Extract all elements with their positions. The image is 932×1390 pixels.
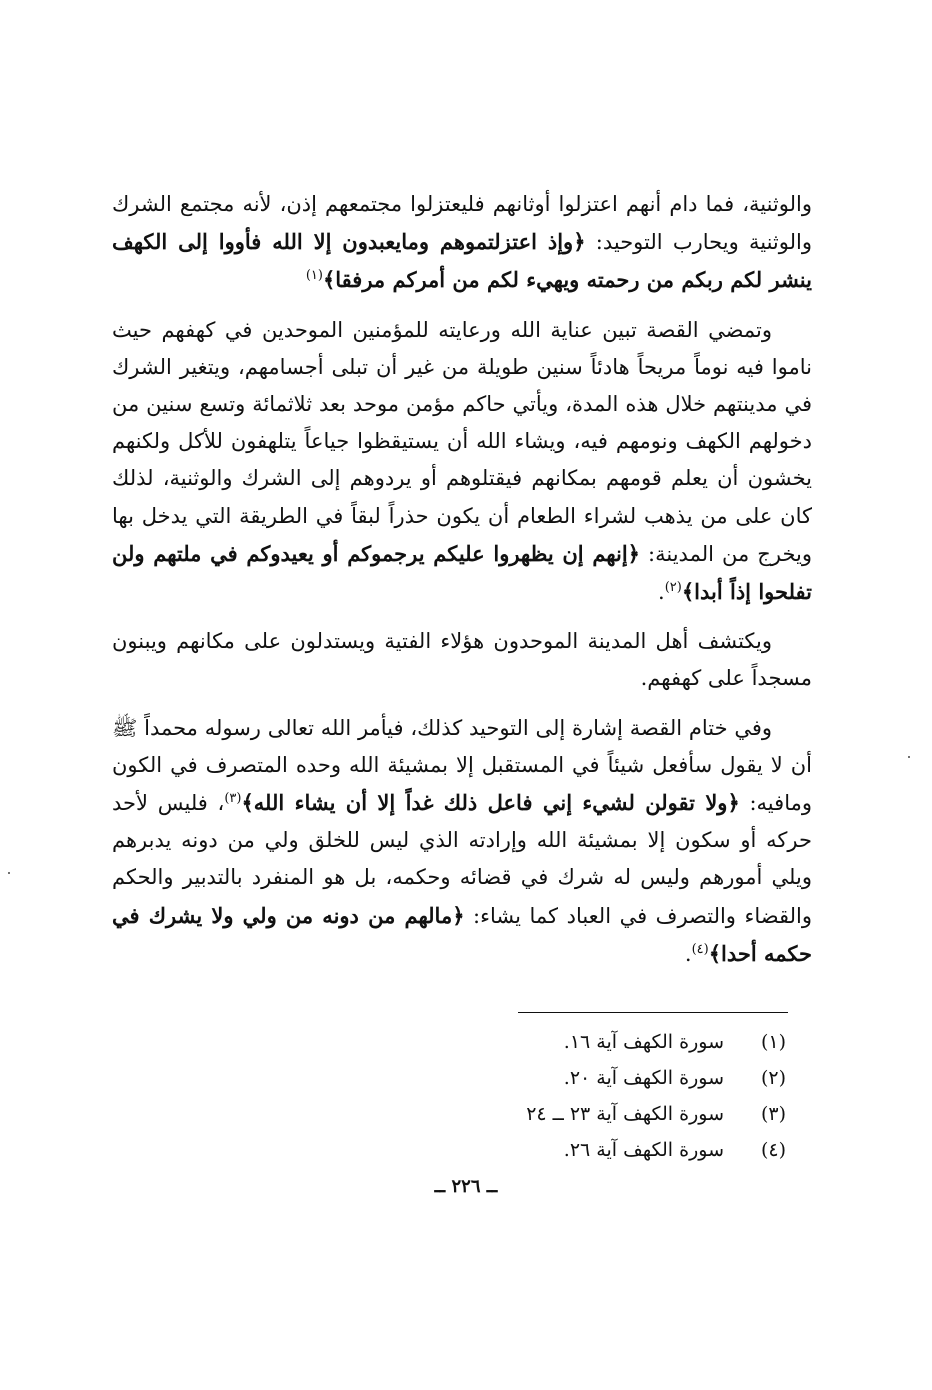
quran-quote: ﴿إنهم إن يظهروا عليكم يرجموكم أو يعيدوكم في ملتهم ولن تفلحوا إذاً أبدا﴾ [112,540,812,605]
paragraph-2-text: وتمضي القصة تبين عناية الله ورعايته للمؤمنين الموحدين في كهفهم حيث ناموا فيه نوماً مريحاً هادئاً سنين طويلة من غير أن تبلى أجسامهم، ويتغير الشرك في مدينتهم خلال هذه المدة، ويأتي حاكم مؤمن موحد بعد ثلاثمائة وتسع سنين من دخولهم الكهف ونومهم فيه، ويشاء الله أن يستيقظوا جياعاً يتلهفون للأكل ولكنهم يخشون أن يعلم قومهم بمكانهم فيقتلوهم أو يردوهم إلى الشرك والوثنية، لذلك كان على من يذهب لشراء الطعام أن يكون حذراً لبقاً في الطريقة التي يدخل بها ويخرج من المدينة: [112,317,812,566]
paragraph-3 [112,623,812,697]
footnote-text: سورة الكهف آية ٢٠. [563,1067,724,1089]
scan-speck [8,872,10,874]
footnote-ref-1: (١) [305,268,323,284]
footnote-item [426,1060,786,1096]
quran-quote: ﴿مالهم من دونه من ولي ولا يشرك في حكمه أحدا﴾ [112,902,812,966]
footnote-ref-4: (٤) [691,941,709,957]
main-text [112,186,812,973]
footnotes [426,1024,786,1168]
footnote-ref-3: (٣) [224,791,242,807]
paragraph-4-text: وفي ختام القصة إشارة إلى التوحيد كذلك، فيأمر الله تعالى رسوله محمداً ﷺ أن لا يقول سأفعل شيئاً في المستقبل إلا بمشيئة الله وحده المتصرف في الكون ومافيه: [112,715,812,816]
footnote-text: سورة الكهف آية ٢٣ ــ ٢٤ [526,1103,724,1125]
footnote-number: (٣) [760,1103,786,1125]
footnote-number: (١) [760,1031,786,1053]
footnote-number: (٤) [760,1139,786,1161]
paragraph-4-middle: ، فليس لأحد حركه أو سكون إلا بمشيئة الله وإرادته الذي ليس للخلق ولي من دونه يدبرهم ويلي أمورهم وليس له شرك في قضائه وحكمه، بل هو المنفرد بالتدبير والحكم والقضاء والتصرف في العباد كما يشاء: [112,791,812,928]
footnote-item [426,1096,786,1132]
paragraph-1-text: والوثنية، فما دام أنهم اعتزلوا أوثانهم فليعتزلوا مجتمعهم إذن، لأنه مجتمع الشرك والوثنية ويحارب التوحيد: [112,192,812,255]
footnote-text: سورة الكهف آية ٢٦. [563,1139,724,1161]
footnote-text: سورة الكهف آية ١٦. [563,1031,724,1053]
footnote-separator [518,1012,788,1013]
quran-quote: ﴿وإذ اعتزلتموهم ومايعبدون إلا الله فأووا إلى الكهف ينشر لكم ربكم من رحمته ويهيء لكم من أمركم مرفقا﴾ [112,229,812,293]
scan-speck [908,756,910,758]
footnote-item [426,1132,786,1168]
paragraph-2-tail: . [658,580,665,605]
paragraph-3-text: ويكتشف أهل المدينة الموحدون هؤلاء الفتية ويستدلون على مكانهم ويبنون مسجداً على كهفهم. [112,629,812,691]
footnote-ref-2: (٢) [664,580,682,596]
quran-quote: ﴿ولا تقولن لشيء إني فاعل ذلك غداً إلا أن يشاء الله﴾ [241,790,740,816]
paragraph-1 [112,186,812,300]
paragraph-2 [112,312,812,612]
paragraph-4 [112,710,812,973]
footnote-number: (٢) [760,1067,786,1089]
paragraph-4-tail: . [684,941,692,966]
footnote-item [426,1024,786,1060]
page-number: ــ ٢٢٦ ــ [434,1176,498,1197]
